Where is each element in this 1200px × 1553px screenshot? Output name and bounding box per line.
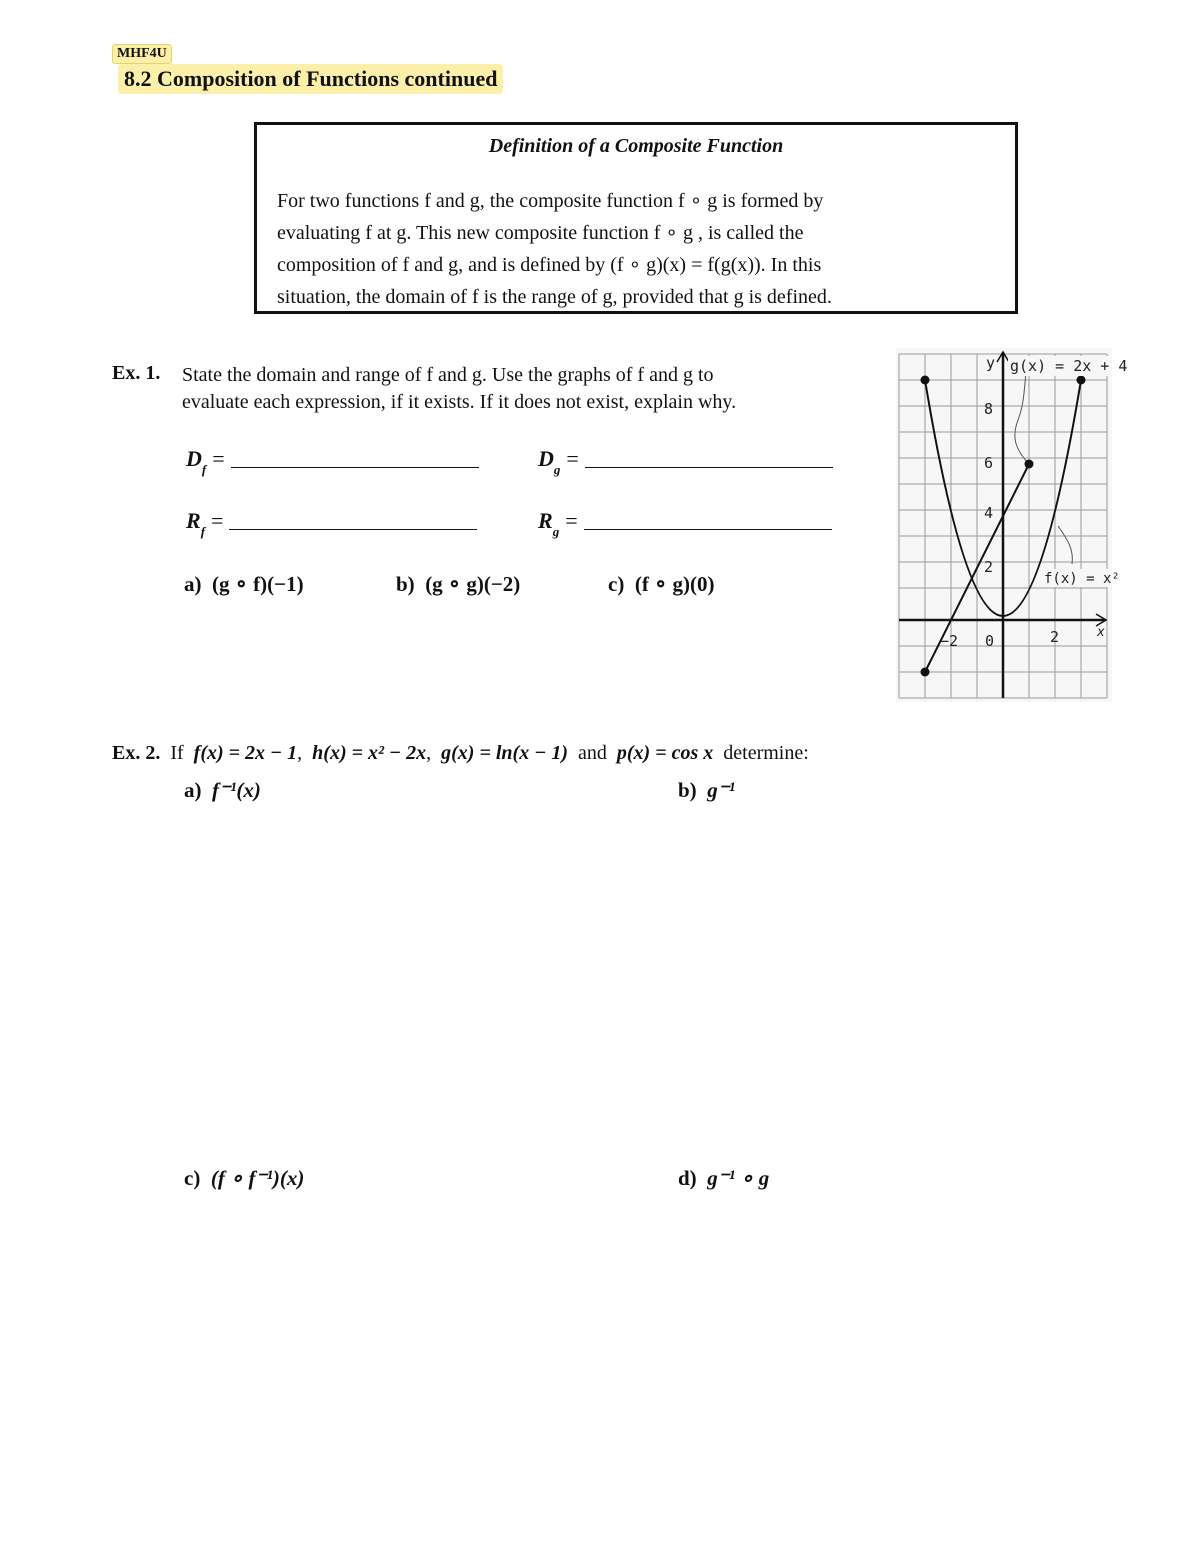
ex2-part-b: b) g⁻¹ [678, 778, 736, 802]
tick-label-y4: 4 [984, 504, 994, 522]
ex2-part-a: a) f⁻¹(x) [184, 778, 261, 802]
tick-label-y6: 6 [984, 454, 994, 472]
y-axis-label: y [986, 354, 996, 372]
ex1-part-c: c) (f ∘ g)(0) [608, 572, 715, 596]
definition-box [254, 122, 1018, 314]
ex1-part-a: a) (g ∘ f)(−1) [184, 572, 304, 596]
g-endpoint-right [1025, 460, 1034, 469]
example1-instruction-line: evaluate each expression, if it exists. If it does not exist, explain why. [182, 391, 737, 413]
g-endpoint-left [921, 668, 930, 677]
domain-f-answer-line[interactable] [231, 466, 479, 468]
x-axis-label: x [1097, 625, 1105, 640]
h-definition: h(x) = x² − 2x [312, 742, 427, 764]
example2-label: Ex. 2. [112, 742, 161, 764]
function-graph [896, 348, 1128, 702]
example1-instruction-line: State the domain and range of f and g. Use the graphs of f and g to [182, 364, 714, 386]
example1-instructions [182, 362, 862, 416]
definition-line: For two functions f and g, the composite function f ∘ g is formed by [277, 190, 824, 212]
definition-text [277, 185, 999, 313]
definition-line: composition of f and g, and is defined by (f ∘ g)(x) = f(g(x)). In this [277, 254, 822, 276]
ex2-part-d: d) g⁻¹ ∘ g [678, 1166, 770, 1190]
definition-line: situation, the domain of f is the range of g, provided that g is defined. [277, 286, 832, 308]
page-title: 8.2 Composition of Functions continued [118, 64, 503, 94]
domain-g-answer-line[interactable] [585, 466, 833, 468]
definition-line: evaluating f at g. This new composite function f ∘ g , is called the [277, 222, 804, 244]
tick-label-origin: 0 [985, 632, 995, 650]
example2-statement: Ex. 2. If f(x) = 2x − 1, h(x) = x² − 2x, g(x) = ln(x − 1) and p(x) = cos x determine: [112, 742, 809, 764]
definition-heading: Definition of a Composite Function [488, 135, 784, 157]
ex2-part-c: c) (f ∘ f⁻¹)(x) [184, 1166, 305, 1190]
range-g-answer-line[interactable] [584, 528, 832, 530]
range-g-field: R g = [538, 508, 832, 534]
g-definition: g(x) = ln(x − 1) [441, 742, 568, 764]
course-code-badge: MHF4U [112, 44, 172, 64]
f-function-label: f(x) = x² [1044, 571, 1120, 587]
tick-label-y8: 8 [984, 400, 994, 418]
tick-label-y2: 2 [984, 558, 994, 576]
p-definition: p(x) = cos x [616, 742, 714, 764]
f-endpoint-right [1077, 376, 1086, 385]
domain-g-field: D g = [538, 446, 833, 472]
tick-label-x2: 2 [1050, 628, 1060, 646]
ex1-part-b: b) (g ∘ g)(−2) [396, 572, 521, 596]
domain-f-field: D f = [186, 446, 479, 472]
tick-label-x-neg2: −2 [940, 632, 959, 650]
f-endpoint-left [921, 376, 930, 385]
g-function-label: g(x) = 2x + 4 [1010, 357, 1128, 375]
range-f-field: R f = [186, 508, 477, 534]
f-definition: f(x) = 2x − 1 [193, 742, 298, 764]
example1-label: Ex. 1. [112, 362, 161, 384]
range-f-answer-line[interactable] [229, 528, 477, 530]
